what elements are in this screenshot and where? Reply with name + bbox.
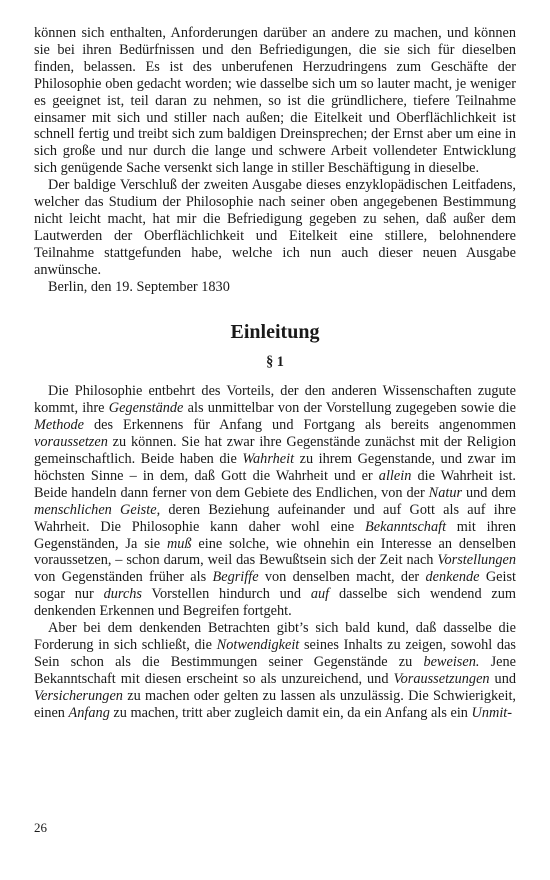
emphasized-text: Notwendigkeit (216, 637, 300, 653)
text-run: als unmittelbar von der Vorstellung zugegeben sowie die (183, 400, 517, 417)
emphasized-text: durchs (103, 586, 142, 603)
emphasized-text: Voraussetzungen (393, 670, 490, 687)
emphasized-text: Anfang (68, 704, 110, 721)
emphasized-text: auf (310, 586, 330, 603)
text-run: Vorstellen hindurch und (142, 586, 311, 603)
text-run: mit ihren Gegenständen, Ja sie (34, 518, 517, 552)
emphasized-text: Wahrheit (242, 451, 295, 468)
emphasized-text: beweisen. (423, 653, 480, 670)
emphasized-text: denkende (425, 569, 480, 586)
emphasized-text: Versicherungen (34, 687, 123, 704)
text-run: Die Philosophie entbehrt des Vorteils, der den anderen Wissenschaften zugute kommt, ihre (34, 383, 516, 417)
preface-paragraph-1: können sich enthalten, Anforderungen darüber an andere zu machen, und können sie bei ihren Bedürfnissen und den Befriedigungen, die sie sich für dieselben finden, belassen. Es ist des unberufenen Herzudringens zum Geschäfte der Philosophie oben gedacht worden; wie dasselbe sich um so lauter macht, je weniger es geeignet ist, teil daran zu nehmen, so ist die gründlichere, tiefere Teilnahme einsamer mit sich und stiller nach außen; die Eitelkeit und Oberflächlichkeit ist schnell fertig und treibt sich zum baldigen Dreinsprechen; der Ernst aber um eine in sich große und nur durch die lange und schwere Arbeit vollendeter Entwicklung sich genügende Sache versenkt sich lange in stiller Beschäftigung in dieselbe. (34, 25, 516, 177)
text-run: dasselbe sich wendend zum denkenden Erkennen und Begreifen fortgeht. (34, 586, 516, 620)
preface-paragraph-2: Der baldige Verschluß der zweiten Ausgabe dieses enzyklopädischen Leitfadens, welcher das Studium der Philosophie nach seiner oben angegebenen Bestimmung nicht leicht macht, hat mir die Befriedigung gegeben zu sehen, daß außer dem Lautwerden der Oberflächlichkeit und Eitelkeit eine stillere, belohnendere Teilnahme stattgefunden habe, welche ich nun auch dieser neuen Ausgabe anwünsche. (34, 177, 516, 278)
emphasized-text: Methode (34, 417, 85, 434)
emphasized-text: Natur (428, 484, 463, 501)
text-run: Aber bei dem denkenden Betrachten gibt’s sich bald kund, daß dasselbe die Forderung in sich schließt, die (34, 620, 516, 653)
book-page (34, 25, 516, 722)
body-paragraph-1 (34, 383, 516, 620)
text-run: zu machen, tritt aber zugleich damit ein, da ein Anfang als ein (109, 704, 472, 721)
emphasized-text: Bekanntschaft (365, 518, 447, 535)
chapter-heading: Einleitung (230, 320, 320, 343)
text-run: des Erkennens für Anfang und Fortgang als bereits angenommen (84, 417, 516, 434)
emphasized-text: muß (166, 535, 192, 552)
page-number: 26 (34, 820, 47, 835)
text-run: zu können. Sie hat zwar ihre Gegenstände zunächst mit der Religion gemeinschaftlich. Beide haben die (34, 434, 516, 468)
text-run: zu ihrem Gegenstande, und zwar im höchsten Sinne – in dem, daß Gott die Wahrheit und er (34, 451, 516, 484)
emphasized-text: Unmit- (471, 704, 513, 721)
emphasized-text: menschlichen Geiste (34, 501, 157, 518)
text-run: die Wahrheit ist. Beide handeln dann ferner von dem Gebiete des Endlichen, von der (34, 467, 516, 501)
text-run: und dem (462, 484, 516, 501)
emphasized-text: Begriffe (212, 569, 259, 586)
body-paragraph-2 (34, 620, 516, 721)
emphasized-text: allein (378, 467, 412, 484)
preface-place-date: Berlin, den 19. September 1830 (48, 278, 230, 295)
text-run: von Gegenständen früher als (34, 569, 213, 586)
emphasized-text: Gegenstände (108, 400, 184, 417)
text-run: und (489, 670, 516, 687)
text-run: eine solche, wie ohnehin ein Interesse an denselben voraussetzen, – schon darum, weil das Bewußtsein sich der Zeit nach (34, 535, 516, 569)
section-number: § 1 (266, 353, 284, 370)
text-run: , deren Beziehung aufeinander und auf Gott als auf ihre Wahrheit. Die Philosophie kann daher wohl eine (34, 501, 516, 535)
emphasized-text: Vorstellungen (437, 552, 516, 569)
text-run: von denselben macht, der (258, 569, 426, 586)
text-run: seines Inhalts zu zeigen, sowohl das Sein schon als die Bestimmungen seiner Gegenstände zu (34, 637, 516, 670)
text-run: Jene Bekanntschaft mit diesen erscheint so als unzureichend, und (34, 653, 516, 687)
emphasized-text: voraussetzen (34, 434, 108, 451)
text-run: Geist sogar nur (34, 569, 516, 603)
text-run: zu machen oder gelten zu lassen als unzulässig. Die Schwierigkeit, einen (34, 687, 516, 721)
